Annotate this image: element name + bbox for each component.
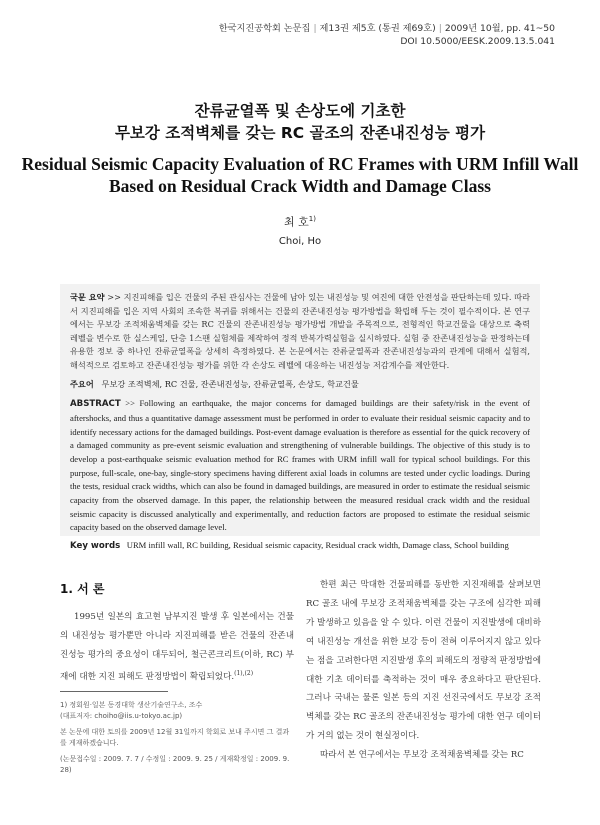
left-column xyxy=(60,608,294,686)
journal-volume: 제13권 제5호 (통권 제69호) xyxy=(319,23,436,34)
title-korean-line2: 무보강 조적벽체를 갖는 RC 골조의 잔존내진성능 평가 xyxy=(114,124,486,142)
intro-paragraph-2: 한편 최근 막대한 건물피해를 동반한 지진재해를 살펴보면 RC 골조 내에 무보강 조적채움벽체를 갖는 구조에 심각한 피해가 발생하고 있음을 알 수 있다. 이런 건물이 지진발생에 대비하여 내진성능 개선을 위한 보강 등이 전혀 이루어지지 않고 있다는 점을 고려한다면 지진발생 후의 피해도의 정량적 판정방법에 대한 기초 데이터를 축적하는 것이 매우 중요하다고 판단된다. 그러나 국내는 물론 일본 등의 지진 선진국에서도 무보강 조적벽체를 갖는 RC 골조의 잔존내진성능 평가에 대한 연구 데이터가 거의 없는 것이 현실정이다. xyxy=(306,580,541,742)
journal-header xyxy=(155,22,555,48)
title-korean-line1: 잔류균열폭 및 손상도에 기초한 xyxy=(194,102,406,120)
author-name-korean: 최 호 xyxy=(284,215,309,229)
keywords-english-text: URM infill wall, RC building, Residual seismic capacity, Residual crack width, Damage class, School building xyxy=(126,540,509,551)
title-block xyxy=(0,100,600,197)
title-english xyxy=(0,153,600,197)
intro-paragraph-3: 따라서 본 연구에서는 무보강 조적채움벽체를 갖는 RC xyxy=(320,750,524,761)
abstract-english xyxy=(70,397,530,535)
author-affiliation-mark: 1) xyxy=(308,215,316,223)
footnotes xyxy=(60,700,294,776)
abstract-english-label: ABSTRACT xyxy=(70,399,121,410)
keywords-english xyxy=(70,539,530,554)
footnote-discussion: 본 논문에 대한 토의를 2009년 12월 31일까지 학회로 보내 주시면 그 결과를 게재하겠습니다. xyxy=(60,728,290,747)
title-english-line2: Based on Residual Crack Width and Damage Class xyxy=(109,176,491,196)
intro-paragraph-1-text: 1995년 일본의 효고현 남부지진 발생 후 일본에서는 건물의 내진성능 평가뿐만 아니라 지진피해를 받은 건물의 잔존내진성능 평가의 중요성이 대두되어, 철근콘크리트(이하, RC) 부재에 대한 지진 피해도 판정방법이 확립되었다. xyxy=(60,612,294,682)
abstract-english-arrow: >> xyxy=(125,398,135,409)
keywords-korean-label: 주요어 xyxy=(70,378,94,389)
keywords-english-label: Key words xyxy=(70,541,121,552)
keywords-korean xyxy=(70,378,530,392)
abstract-korean-label: 국문 요약 xyxy=(70,292,105,302)
abstract-english-text: Following an earthquake, the major concerns for damaged buildings are their safety/risk in the event of aftershocks, and thus a quantitative damage assessment must be performed in order to evaluate their residual seismic capacity and to identify necessary actions for the damaged buildings. Post-event damage evaluation is therefore as essential for the quick recovery of a damaged community as pre-event seismic evaluation and strengthening of vulnerable buildings. The objective of this study is to develop a post-earthquake seismic evaluation method for RC frames with URM infill wall for typical school buildings. For this purpose, full-scale, one-bay, single-story specimens having different axial loads in columns are tested under cyclic loadings. During the tests, residual crack widths, which can also be found in damaged buildings, are measured in order to estimate the residual seismic capacity from the observed damage. In this paper, the relationship between the measured residual crack width and the residual seismic capacity is discussed analytically and experimentally, and reduction factors are proposed to estimate the residual seismic capacity based on the observed damage level. xyxy=(70,398,530,533)
abstract-box xyxy=(60,284,540,552)
journal-citation: 한국지진공학회 논문집 | 제13권 제5호 (통권 제69호) | 2009년 10월, pp. 41~50 xyxy=(218,23,555,34)
intro-paragraph-1 xyxy=(60,608,294,686)
title-english-line1: Residual Seismic Capacity Evaluation of RC Frames with URM Infill Wall xyxy=(21,154,579,174)
abstract-korean-arrow: >> xyxy=(107,292,121,302)
journal-date-pages: 2009년 10월, pp. 41~50 xyxy=(444,23,555,34)
section-heading-introduction: 1. 서 론 xyxy=(60,582,105,596)
keywords-korean-text: 무보강 조적벽체, RC 건물, 잔존내진성능, 잔류균열폭, 손상도, 학교건물 xyxy=(101,378,359,389)
footnote-contact: (대표저자: choiho@iis.u-tokyo.ac.jp) xyxy=(60,711,183,720)
citation-mark: (1),(2) xyxy=(234,669,254,677)
author-name-english: Choi, Ho xyxy=(278,235,322,247)
footnote-affiliation: 1) 정회원·일본 동경대학 생산기술연구소, 조수 xyxy=(60,701,203,709)
journal-name: 한국지진공학회 논문집 xyxy=(218,23,311,34)
author-block xyxy=(0,212,600,249)
doi: DOI 10.5000/EESK.2009.13.5.041 xyxy=(400,36,555,47)
abstract-korean xyxy=(70,291,530,373)
right-column xyxy=(306,576,541,765)
footnote-dates: (논문접수일 : 2009. 7. 7 / 수정일 : 2009. 9. 25 / 게재확정일 : 2009. 9. 28) xyxy=(60,755,290,774)
abstract-korean-text: 지진피해를 입은 건물의 주된 관심사는 건물에 남아 있는 내진성능 및 여진에 대한 안전성을 판단하는데 있다. 따라서 지진피해를 입은 지역 사회의 조속한 복귀를 위해서는 건물의 잔존내진성능 평가방법을 확립해 두는 것이 필수적이다. 본 연구에서는 무보강 조적채움벽체를 갖는 RC 건물의 잔존내진성능 평가방법 개발을 주목적으로, 전형적인 학교건물을 대상으로 축력레벨을 변수로 한 실스케일, 단층 1스팬 실험체를 제작하여 정적 반복가력실험을 실시하였다. 실험 중 잔존내진성능을 판정하는데 유용한 정보 중 하나인 잔류균열폭을 상세히 측정하였다. 본 논문에서는 잔류균열폭과 잔존내진성능과의 관계에 대해서 실험적, 해석적으로 검토하고 잔존내진성능 평가를 위한 각 손상도 레벨에 대응하는 내진성능 저감계수를 제안한다. xyxy=(70,292,531,370)
footnote-divider xyxy=(60,691,168,692)
